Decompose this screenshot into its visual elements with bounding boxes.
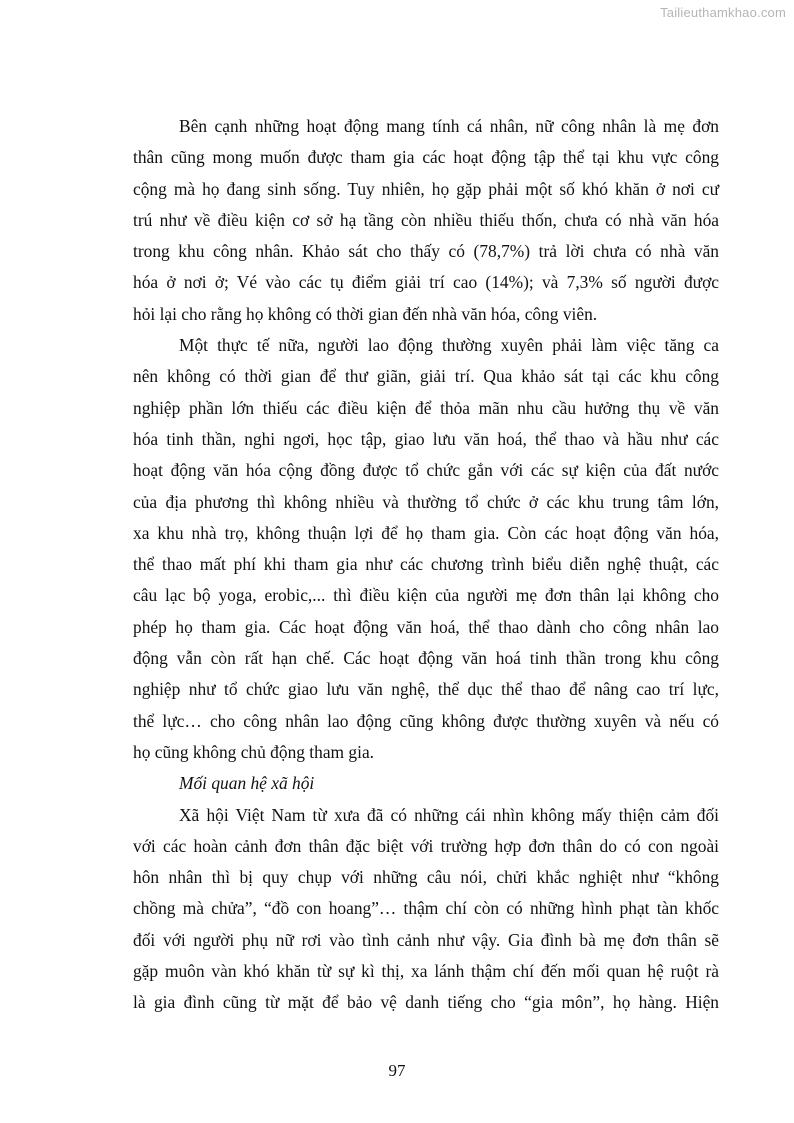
text-line: nên không có thời gian để thư giãn, giải trí. Qua khảo sát tại các khu công <box>133 366 719 387</box>
text-line: nghiệp như tổ chức giao lưu văn nghệ, thể dục thể thao để nâng cao trí lực, <box>133 679 719 700</box>
text-line: câu lạc bộ yoga, erobic,... thì điều kiện của người mẹ đơn thân lại không cho <box>133 585 719 606</box>
text-line: là gia đình cũng từ mặt để bảo vệ danh tiếng cho “gia môn”, họ hàng. Hiện <box>133 992 719 1013</box>
text-line: thể lực… cho công nhân lao động cũng không được thường xuyên và nếu có <box>133 710 719 731</box>
text-line: hỏi lại cho rằng họ không có thời gian đến nhà văn hóa, công viên. <box>133 303 598 324</box>
text-line: cộng mà họ đang sinh sống. Tuy nhiên, họ gặp phải một số khó khăn ở nơi cư <box>133 178 719 199</box>
watermark-text: Tailieuthamkhao.com <box>660 5 786 20</box>
text-line: đối với người phụ nữ rơi vào tình cảnh như vậy. Gia đình bà mẹ đơn thân sẽ <box>133 929 719 950</box>
section-heading: Mối quan hệ xã hội <box>179 773 315 794</box>
text-line: thể thao mất phí khi tham gia như các chương trình biểu diễn nghệ thuật, các <box>133 554 719 575</box>
paragraph-2 <box>133 330 719 768</box>
text-line: Một thực tế nữa, người lao động thường xuyên phải làm việc tăng ca <box>179 335 719 356</box>
text-line: nghiệp phần lớn thiếu các điều kiện để thỏa mãn nhu cầu hưởng thụ về văn <box>133 397 719 418</box>
paragraph-1 <box>133 111 719 330</box>
text-line: trú như về điều kiện cơ sở hạ tầng còn nhiều thiếu thốn, chưa có nhà văn hóa <box>133 209 719 230</box>
text-line: thân cũng mong muốn được tham gia các hoạt động tập thể tại khu vực công <box>133 147 719 168</box>
text-line: trong khu công nhân. Khảo sát cho thấy có (78,7%) trả lời chưa có nhà văn <box>133 241 719 262</box>
text-line: động vẫn còn rất hạn chế. Các hoạt động văn hoá tinh thần trong khu công <box>133 648 719 669</box>
page-body <box>133 111 719 1019</box>
text-line: với các hoàn cảnh đơn thân đặc biệt với trường hợp đơn thân do có con ngoài <box>133 835 719 856</box>
text-line: họ cũng không chủ động tham gia. <box>133 741 375 762</box>
text-line: hoạt động văn hóa cộng đồng được tổ chức gắn với các sự kiện của đất nước <box>133 460 719 481</box>
text-line: hôn nhân thì bị quy chụp với những câu nói, chửi khắc nghiệt như “không <box>133 867 719 888</box>
paragraph-3 <box>133 800 719 1019</box>
text-line: xa khu nhà trọ, không thuận lợi để họ tham gia. Còn các hoạt động văn hóa, <box>133 522 719 543</box>
text-line: phép họ tham gia. Các hoạt động văn hoá, thể thao dành cho công nhân lao <box>133 616 719 637</box>
text-line: hóa ở nơi ở; Vé vào các tụ điểm giải trí cao (14%); và 7,3% số người được <box>133 272 719 293</box>
page-number: 97 <box>388 1061 406 1080</box>
text-line: hóa tinh thần, nghi ngơi, học tập, giao lưu văn hoá, thể thao và hầu như các <box>133 428 719 449</box>
text-line: chồng mà chửa”, “đồ con hoang”… thậm chí còn có những hình phạt tàn khốc <box>133 898 719 919</box>
text-line: Xã hội Việt Nam từ xưa đã có những cái nhìn không mấy thiện cảm đối <box>179 804 719 825</box>
text-line: gặp muôn vàn khó khăn từ sự kì thị, xa lánh thậm chí đến mối quan hệ ruột rà <box>133 961 719 982</box>
text-line: của địa phương thì không nhiều và thường tổ chức ở các khu trung tâm lớn, <box>133 491 719 512</box>
text-line: Bên cạnh những hoạt động mang tính cá nhân, nữ công nhân là mẹ đơn <box>179 116 719 136</box>
